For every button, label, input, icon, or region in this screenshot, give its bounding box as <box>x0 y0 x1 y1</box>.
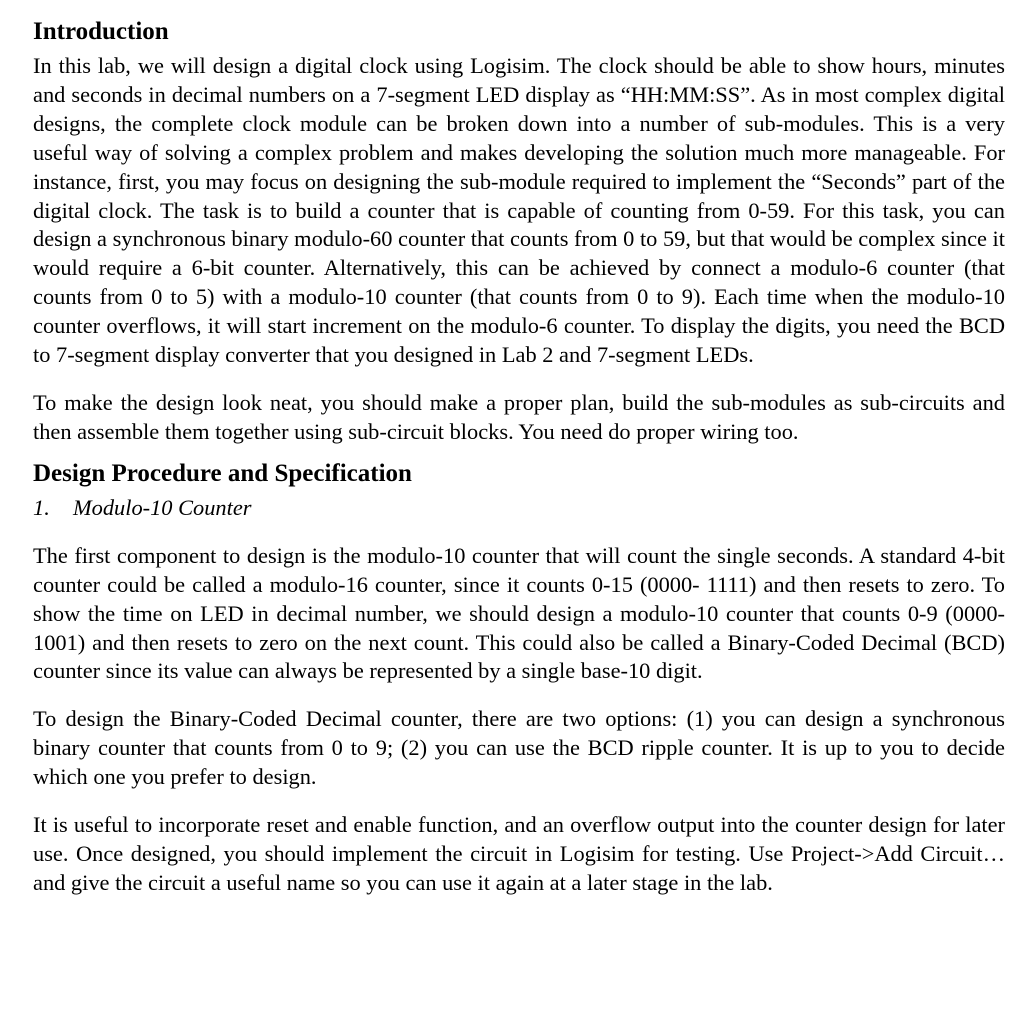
paragraph-spacer <box>33 686 1005 705</box>
design-paragraph-2: To design the Binary-Coded Decimal counter, there are two options: (1) you can design a synchronous binary counter that counts from 0 to 9; (2) you can use the BCD ripple counter. It is up to you to decide which one you prefer to design. <box>33 706 1005 790</box>
subsection-number: 1. <box>33 494 50 520</box>
intro-paragraph-1: In this lab, we will design a digital clock using Logisim. The clock should be able to show hours, minutes and seconds in decimal numbers on a 7-segment LED display as “HH:MM:SS”. As in most complex digital designs, the complete clock module can be broken down into a number of sub-modules. This is a very useful way of solving a complex problem and makes developing the solution much more manageable. For instance, first, you may focus on designing the sub-module required to implement the “Seconds” part of the digital clock. The task is to build a counter that is capable of counting from 0-59. For this task, you can design a synchronous binary modulo-60 counter that counts from 0 to 59, but that would be complex since it would require a 6-bit counter. Alternatively, this can be achieved by connect a modulo-6 counter (that counts from 0 to 5) with a modulo-10 counter (that counts from 0 to 9). Each time when the modulo-10 counter overflows, it will start increment on the modulo-6 counter. To display the digits, you need the BCD to 7-segment display converter that you designed in Lab 2 and 7-segment LEDs. <box>33 53 1005 368</box>
design-paragraph-1: The first component to design is the modulo-10 counter that will count the single seconds. A standard 4-bit counter could be called a modulo-16 counter, since it counts 0-15 (0000- 1111) and then resets to zero. To show the time on LED in decimal number, we should design a modulo-10 counter that counts 0-9 (0000-1001) and then resets to zero on the next count. This could also be called a Binary-Coded Decimal (BCD) counter since its value can always be represented by a single base-10 digit. <box>33 542 1005 684</box>
subsection-spacer <box>33 522 1005 542</box>
intro-paragraph-2: To make the design look neat, you should make a proper plan, build the sub-modules as sub-circuits and then assemble them together using sub-circuit blocks. You need do proper wiring too. <box>33 389 1005 444</box>
paragraph-spacer <box>33 792 1005 811</box>
document-page <box>33 16 1005 898</box>
introduction-heading: Introduction <box>33 18 169 45</box>
design-procedure-heading: Design Procedure and Specification <box>33 459 412 487</box>
paragraph-spacer <box>33 370 1005 389</box>
subsection-title: Modulo-10 Counter <box>73 494 252 520</box>
section-spacer <box>33 447 1005 458</box>
subsection-heading <box>33 494 1005 522</box>
design-paragraph-3: It is useful to incorporate reset and enable function, and an overflow output into the counter design for later use. Once designed, you should implement the circuit in Logisim for testing. Use Project->Add Circuit… and give the circuit a useful name so you can use it again at a later stage in the lab. <box>33 812 1005 895</box>
